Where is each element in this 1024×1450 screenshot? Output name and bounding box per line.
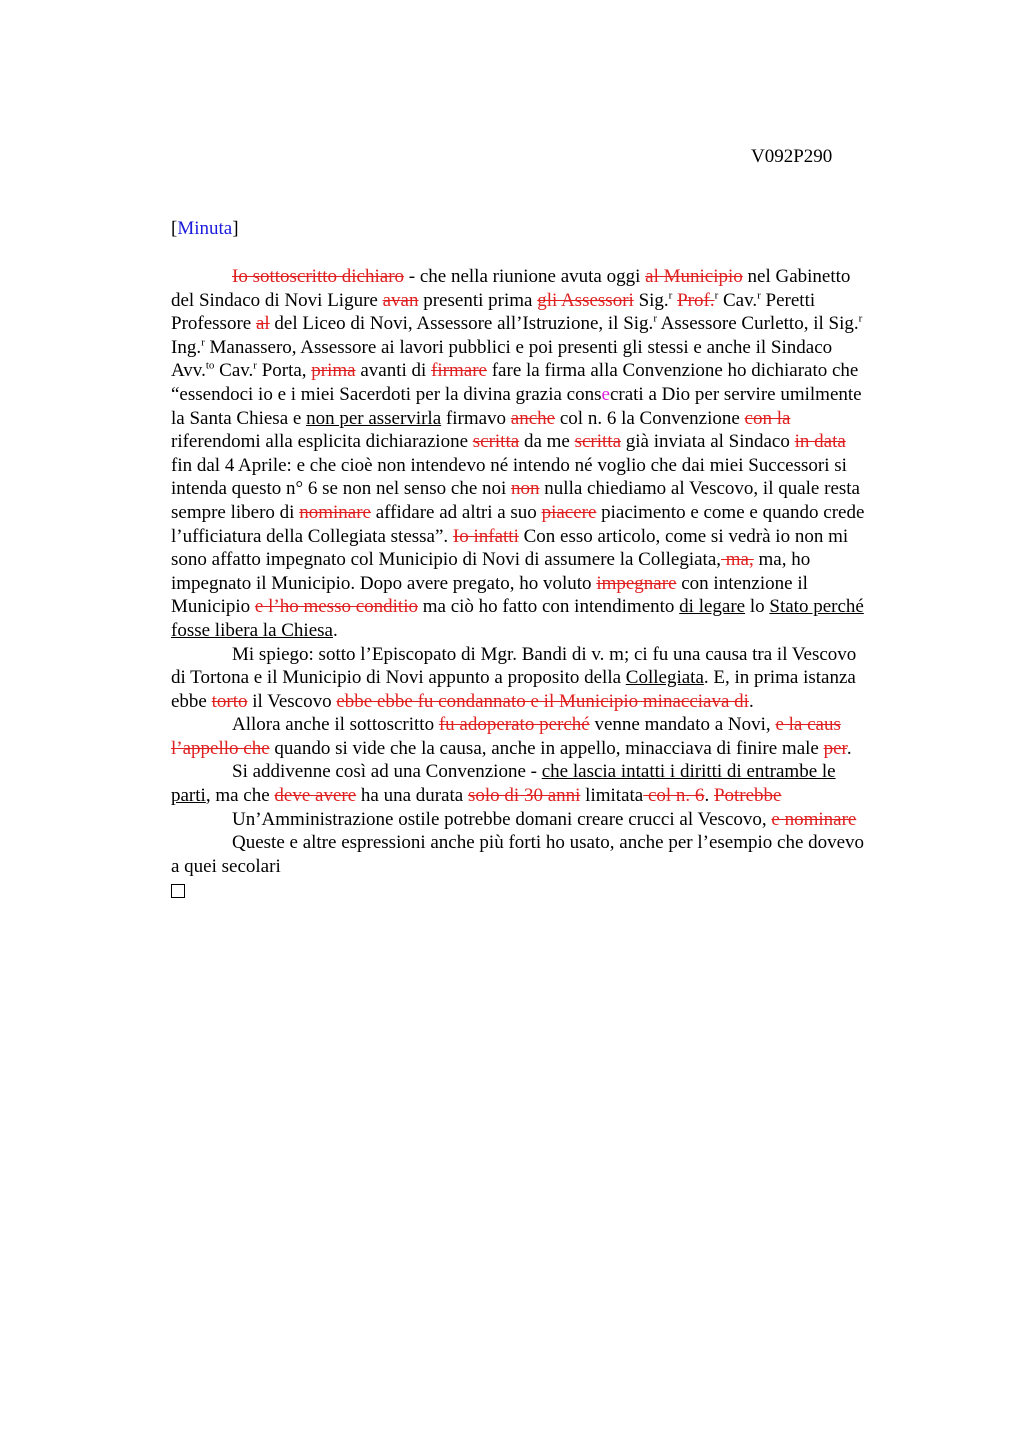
text-run: a quei secolari	[171, 855, 281, 877]
deleted-text: col n. 6	[643, 785, 705, 807]
deleted-text: piacere	[541, 501, 597, 523]
superscript-abbrev: r	[757, 289, 761, 302]
deleted-text: firmare	[431, 360, 487, 382]
minuta-label: Minuta	[177, 218, 233, 239]
letter-body	[171, 265, 931, 902]
text-run: avanti di	[355, 360, 432, 382]
deleted-text: e nominare	[771, 808, 857, 830]
text-line	[171, 595, 931, 619]
text-line	[171, 501, 931, 525]
text-run: quando si vide che la causa, anche in appello, minacciava di finire male	[269, 737, 824, 759]
text-run: .	[704, 785, 714, 807]
text-run: ma, ho	[753, 549, 811, 571]
text-line	[171, 265, 931, 289]
deleted-text: gli Assessori	[537, 289, 634, 311]
text-run: sono affatto impegnato col Municipio di Novi di assumere la Collegiata,	[171, 549, 722, 571]
deleted-text: Potrebbe	[713, 785, 782, 807]
text-run: fin dal 4 Aprile: e che cioè non intendevo né intendo né voglio che dai miei Successori si	[171, 454, 847, 476]
text-line	[171, 548, 931, 572]
text-run: di Tortona e il Municipio di Novi appunto a proposito della	[171, 667, 626, 689]
text-run: lo	[745, 596, 770, 618]
text-run: intenda questo n° 6 se non nel senso che noi	[171, 478, 512, 500]
underlined-text: fosse libera la Chiesa	[171, 619, 333, 641]
text-run: da me	[519, 431, 575, 453]
text-run: affidare ad altri a suo	[370, 501, 542, 523]
deleted-text: solo di 30 anni	[468, 785, 581, 807]
text-run: col n. 6 la Convenzione	[555, 407, 745, 429]
deleted-text: impegnare	[596, 572, 677, 594]
deleted-text: ma,	[721, 549, 754, 571]
bracket-close: ]	[232, 218, 239, 239]
text-line	[171, 477, 931, 501]
text-run: Con esso articolo, come si vedrà io non mi	[518, 525, 849, 547]
deleted-text: non	[511, 478, 540, 500]
deleted-text: in data	[794, 431, 846, 453]
text-run: il Vescovo	[247, 690, 337, 712]
text-run: , ma che	[205, 785, 275, 807]
deleted-text: anche	[510, 407, 556, 429]
empty-box-icon	[171, 884, 185, 898]
text-run: già inviata al Sindaco	[621, 431, 795, 453]
deleted-text: al	[255, 313, 270, 335]
text-run: - che nella riunione avuta oggi	[404, 266, 646, 287]
superscript-abbrev: r	[668, 289, 673, 302]
text-run: Queste e altre espressioni anche più forti ho usato, anche per l’esempio che dovevo	[232, 832, 865, 854]
text-run: .	[332, 619, 338, 641]
text-run: Avv.	[171, 360, 206, 382]
text-line	[171, 619, 931, 643]
deleted-text: prima	[311, 360, 356, 382]
checkbox-line	[171, 878, 931, 902]
text-line	[171, 713, 931, 737]
underlined-text: Stato perché	[769, 596, 864, 618]
text-line	[171, 808, 931, 832]
superscript-abbrev: r	[653, 312, 657, 325]
text-run: Ing.	[171, 336, 202, 358]
deleted-text: torto	[211, 690, 248, 712]
underlined-text: Collegiata	[625, 667, 704, 689]
text-line	[171, 643, 931, 667]
text-run: la Santa Chiesa e	[171, 407, 307, 429]
superscript-abbrev: r	[253, 360, 257, 373]
deleted-text: e la caus	[775, 714, 841, 736]
underlined-text: parti	[171, 785, 206, 807]
text-line	[171, 336, 931, 360]
text-run: nulla chiediamo al Vescovo, il quale resta	[539, 478, 860, 500]
deleted-text: per	[823, 737, 847, 759]
text-line	[171, 407, 931, 431]
text-run: Municipio	[171, 596, 255, 618]
deleted-text: e l’ho messo conditio	[254, 596, 418, 618]
text-run: Sig.	[633, 289, 669, 311]
text-run: riferendomi alla esplicita dichiarazione	[171, 431, 473, 453]
text-run: del Liceo di Novi, Assessore all’Istruzione, il Sig.	[269, 313, 654, 335]
text-line	[171, 690, 931, 714]
text-run: limitata	[580, 785, 644, 807]
text-run: ha una durata	[356, 785, 468, 807]
text-line	[171, 359, 931, 383]
text-line	[171, 855, 931, 879]
text-run: con intenzione il	[676, 572, 808, 594]
text-run: firmavo	[441, 407, 511, 429]
text-run: l’ufficiatura della Collegiata stessa”.	[171, 525, 453, 547]
text-run: presenti prima	[418, 289, 538, 311]
text-run: piacimento e come e quando crede	[596, 501, 865, 523]
text-run: impegnato il Municipio. Dopo avere pregato, ho voluto	[171, 572, 597, 594]
deleted-text: Prof.	[677, 289, 715, 311]
text-run: Porta,	[256, 360, 312, 382]
deleted-text: Io infatti	[452, 525, 519, 547]
text-run: “essendoci io e i miei Sacerdoti per la divina grazia cons	[171, 383, 602, 405]
text-run: Un’Amministrazione ostile potrebbe domani creare crucci al Vescovo,	[232, 808, 772, 830]
text-run: Cav.	[718, 289, 758, 311]
text-line	[171, 312, 931, 336]
text-line	[171, 760, 931, 784]
text-line	[171, 289, 931, 313]
deleted-text: con la	[744, 407, 791, 429]
underlined-text: che lascia intatti i diritti di entrambe le	[541, 761, 836, 783]
page-id: V092P290	[751, 146, 833, 167]
text-run: fare la firma alla Convenzione ho dichiarato che	[486, 360, 859, 382]
text-run: Professore	[171, 313, 256, 335]
text-run: nel Gabinetto	[742, 266, 851, 287]
text-run: ebbe	[171, 690, 212, 712]
text-run: del Sindaco di Novi Ligure	[171, 289, 383, 311]
superscript-abbrev: r	[858, 312, 863, 325]
text-run: Allora anche il sottoscritto	[232, 714, 439, 736]
text-line	[171, 666, 931, 690]
text-line	[171, 383, 931, 407]
text-run: Assessore Curletto, il Sig.	[656, 313, 859, 335]
superscript-abbrev: r	[201, 336, 205, 349]
text-run: .	[846, 737, 852, 759]
underlined-text: di legare	[679, 596, 746, 618]
text-line	[171, 454, 931, 478]
text-line	[171, 525, 931, 549]
text-run: Si addivenne così ad una Convenzione -	[232, 761, 542, 783]
deleted-text: scritta	[574, 431, 622, 453]
text-run: Manassero, Assessore ai lavori pubblici e poi presenti gli stessi e anche il Sindaco	[204, 336, 833, 358]
text-line	[171, 784, 931, 808]
deleted-text: fu adoperato perché	[438, 714, 590, 736]
text-run: crati a Dio per servire umilmente	[609, 383, 862, 405]
deleted-text: ebbe ebbe fu condannato e il Municipio minacciava di	[336, 690, 749, 712]
superscript-abbrev: r	[714, 289, 719, 302]
text-line	[171, 831, 931, 855]
inserted-letter: e	[601, 383, 610, 405]
deleted-text: l’appello che	[171, 737, 270, 759]
deleted-text: avan	[382, 289, 419, 311]
text-run: ma ciò ho fatto con intendimento	[417, 596, 680, 618]
deleted-text: nominare	[299, 501, 371, 523]
text-run: Cav.	[214, 360, 254, 382]
deleted-text: Io sottoscritto dichiaro	[232, 266, 405, 287]
text-line	[171, 737, 931, 761]
text-run: . E, in prima istanza	[703, 667, 856, 689]
superscript-abbrev: to	[205, 360, 215, 373]
text-line	[171, 430, 931, 454]
text-run: Mi spiego: sotto l’Episcopato di Mgr. Bandi di v. m; ci fu una causa tra il Vescovo	[232, 643, 857, 665]
underlined-text: non per asservirla	[306, 407, 442, 429]
text-run: .	[748, 690, 754, 712]
deleted-text: deve avere	[274, 785, 357, 807]
text-run: Peretti	[760, 289, 816, 311]
text-run: sempre libero di	[171, 501, 300, 523]
text-line	[171, 572, 931, 596]
document-type-label	[171, 218, 239, 240]
deleted-text: scritta	[472, 431, 520, 453]
bracket-open: [	[171, 218, 178, 239]
deleted-text: al Municipio	[645, 266, 743, 287]
text-run: venne mandato a Novi,	[589, 714, 776, 736]
